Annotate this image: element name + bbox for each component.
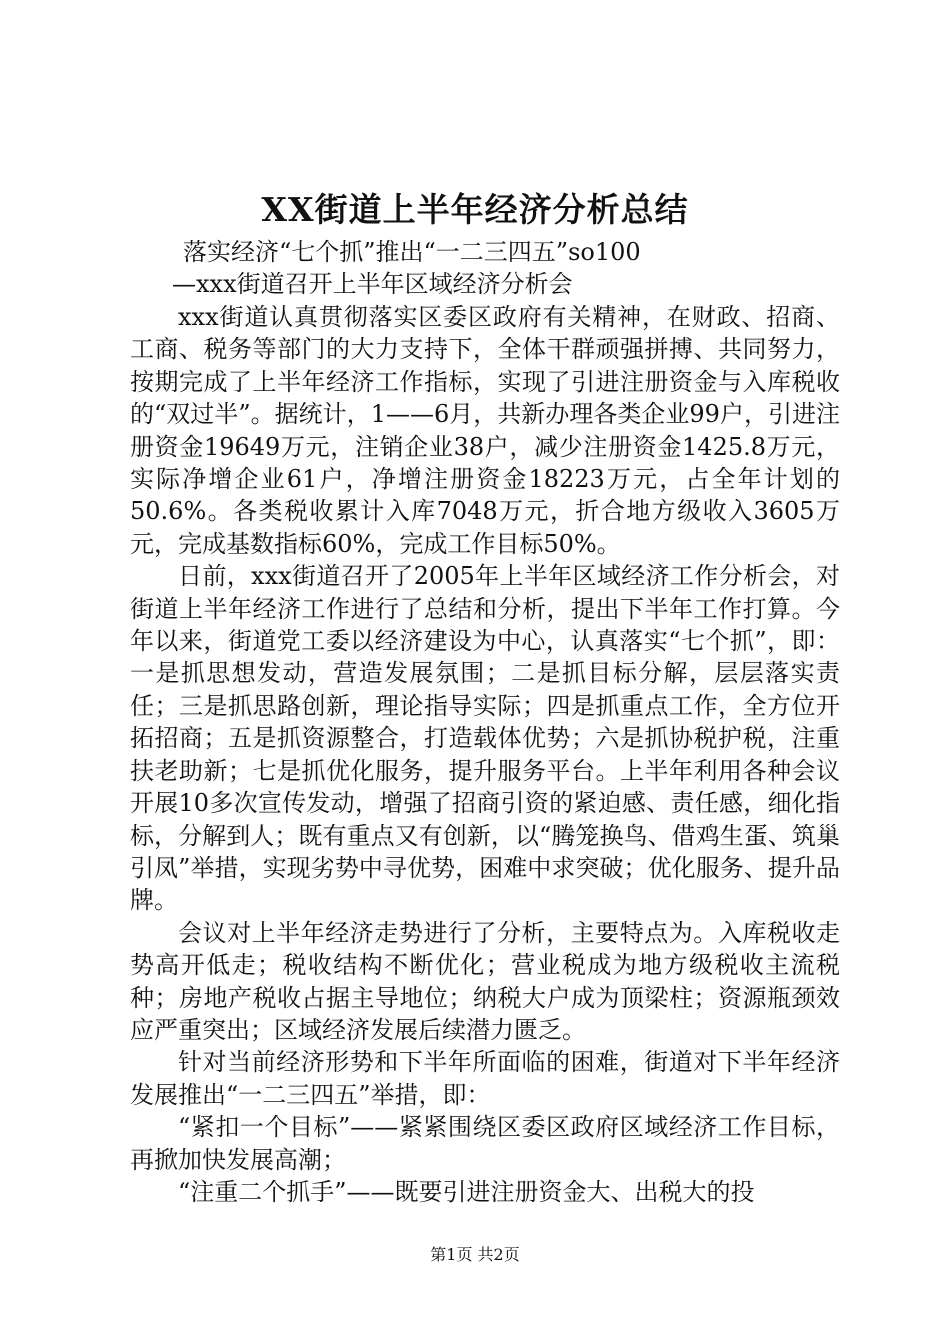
body-paragraph-4: 针对当前经济形势和下半年所面临的困难，街道对下半年经济发展推出“一二三四五”举措，即： bbox=[130, 1048, 840, 1109]
body-paragraph-1: xxx街道认真贯彻落实区委区政府有关精神，在财政、招商、工商、税务等部门的大力支持下，全体干群顽强拼搏、共同努力，按期完成了上半年经济工作指标，实现了引进注册资金与入库税收的“双过半”。据统计，1——6月，共新办理各类企业99户，引进注册资金19649万元，注销企业38户，减少注册资金1425.8万元，实际净增企业61户，净增注册资金18223万元，占全年计划的50.6%。各类税收累计入库7048万元，折合地方级收入3605万元，完成基数指标60%，完成工作目标50%。 bbox=[130, 303, 840, 558]
body-paragraph-3: 会议对上半年经济走势进行了分析，主要特点为。入库税收走势高开低走；税收结构不断优化；营业税成为地方级税收主流税种；房地产税收占据主导地位；纳税大户成为顶梁柱；资源瓶颈效应严重突出；区域经济发展后续潜力匮乏。 bbox=[130, 918, 840, 1044]
body-paragraph-5: “紧扣一个目标”——紧紧围绕区委区政府区域经济工作目标，再掀加快发展高潮； bbox=[130, 1113, 840, 1174]
page-number-footer: 第1页 共2页 bbox=[430, 1245, 520, 1264]
body-paragraph-2: 日前，xxx街道召开了2005年上半年区域经济工作分析会，对街道上半年经济工作进行了总结和分析，提出下半年工作打算。今年以来，街道党工委以经济建设为中心，认真落实“七个抓”，即：一是抓思想发动，营造发展氛围；二是抓目标分解，层层落实责任；三是抓思路创新，理论指导实际；四是抓重点工作，全方位开拓招商；五是抓资源整合，打造载体优势；六是抓协税护税，注重扶老助新；七是抓优化服务，提升服务平台。上半年利用各种会议开展10多次宣传发动，增强了招商引资的紧迫感、责任感，细化指标，分解到人；既有重点又有创新，以“腾笼换鸟、借鸡生蛋、筑巢引凤”举措，实现劣势中寻优势，困难中求突破；优化服务、提升品牌。 bbox=[130, 562, 840, 915]
subtitle-line-1: 落实经济“七个抓”推出“一二三四五”so100 bbox=[183, 238, 641, 266]
document-title: XX街道上半年经济分析总结 bbox=[261, 190, 689, 229]
subtitle-line-2: —xxx街道召开上半年区域经济分析会 bbox=[172, 270, 573, 298]
body-paragraph-6: “注重二个抓手”——既要引进注册资金大、出税大的投 bbox=[178, 1177, 755, 1206]
document-body bbox=[130, 301, 840, 1208]
